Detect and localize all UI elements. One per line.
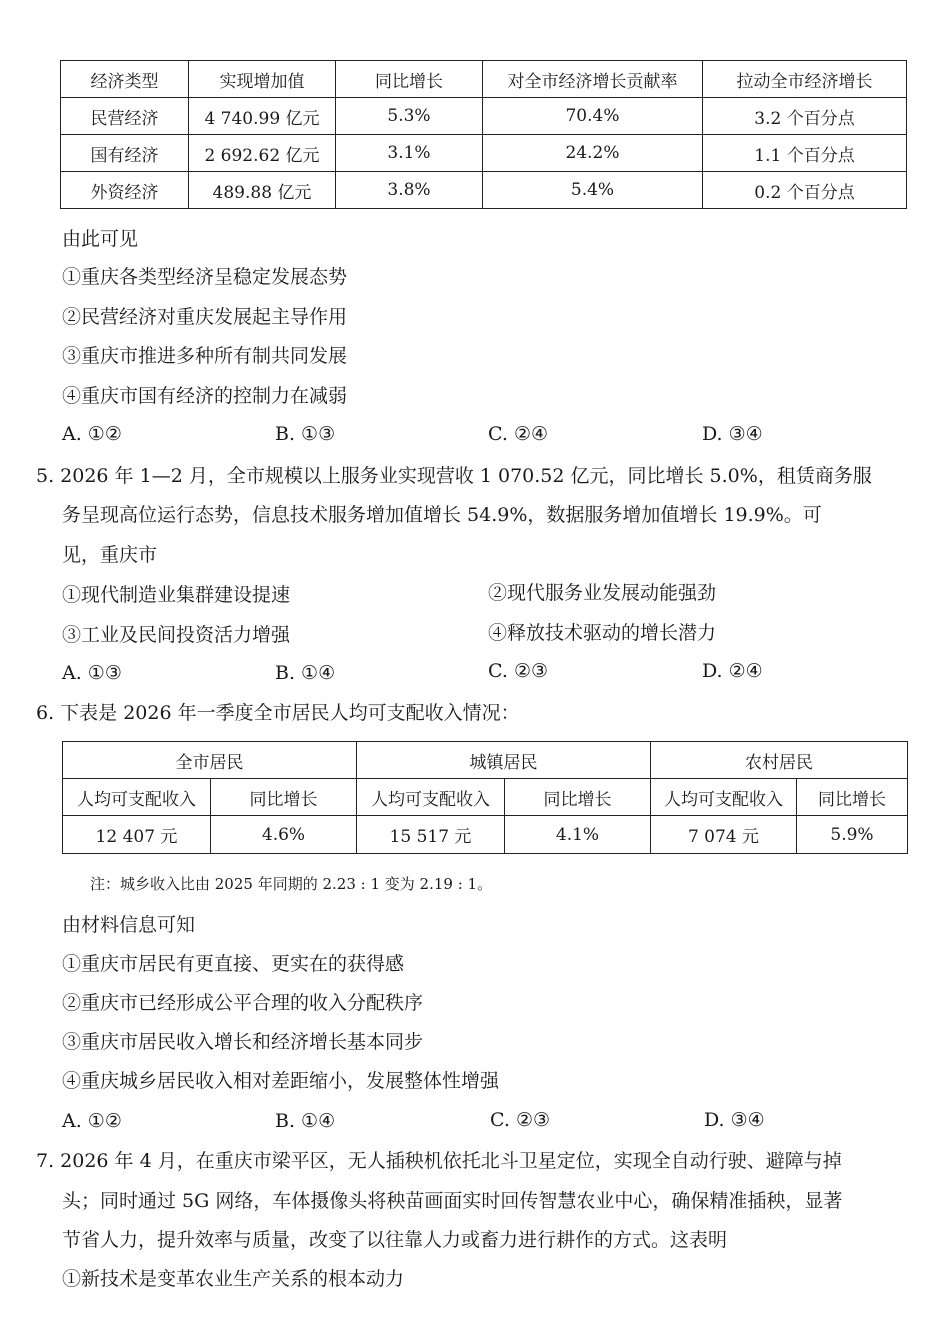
table-row [61,98,907,135]
q6-statement: ②重庆市已经形成公平合理的收入分配秩序 [62,992,424,1014]
table-header-cell: 拉动全市经济增长 [703,61,907,98]
q5-statement: ①现代制造业集群建设提速 [62,584,291,606]
table-subheader: 同比增长 [211,779,357,816]
q5-statement: ④释放技术驱动的增长潜力 [488,622,717,644]
q5-option-d[interactable]: D. ②④ [702,660,763,682]
table-cell: 0.2 个百分点 [703,172,907,209]
table-group-header-row [63,742,908,779]
table-cell: 24.2% [483,135,703,172]
table-cell: 4.1% [505,816,651,854]
table-subheader: 人均可支配收入 [651,779,797,816]
table-row [61,135,907,172]
q6-option-d[interactable]: D. ③④ [704,1109,765,1131]
table-subheader: 同比增长 [505,779,651,816]
table-cell: 489.88 亿元 [189,172,336,209]
table-cell: 5.9% [797,816,908,854]
table-cell: 70.4% [483,98,703,135]
table-cell: 3.8% [336,172,483,209]
q6-option-b[interactable]: B. ①④ [275,1110,336,1132]
table-cell: 4 740.99 亿元 [189,98,336,135]
table-cell: 4.6% [211,816,357,854]
q7-stem-line: 节省人力，提升效率与质量，改变了以往靠人力或畜力进行耕作的方式。这表明 [62,1229,728,1251]
q4-statement: ②民营经济对重庆发展起主导作用 [62,306,348,328]
table-row [61,172,907,209]
q6-option-c[interactable]: C. ②③ [490,1109,551,1131]
q5-stem-line: 见，重庆市 [62,544,158,566]
table-group-header: 农村居民 [651,742,908,779]
table-subheader: 同比增长 [797,779,908,816]
table-header-cell: 实现增加值 [189,61,336,98]
income-table [62,741,908,854]
q6-lead: 由材料信息可知 [62,914,196,936]
q5-option-b[interactable]: B. ①④ [275,662,336,684]
q6-option-a[interactable]: A. ①② [62,1110,122,1132]
table-cell: 5.4% [483,172,703,209]
table-cell: 2 692.62 亿元 [189,135,336,172]
q4-statement: ④重庆市国有经济的控制力在减弱 [62,385,348,407]
q5-stem-line: 5. 2026 年 1—2 月，全市规模以上服务业实现营收 1 070.52 亿元，同比增长 5.0%，租赁商务服 [36,465,872,487]
q6-stem: 6. 下表是 2026 年一季度全市居民人均可支配收入情况： [36,702,520,724]
table-row [63,816,908,854]
q5-option-c[interactable]: C. ②③ [488,660,549,682]
q4-option-a[interactable]: A. ①② [62,423,122,445]
table-header-cell: 经济类型 [61,61,189,98]
table-header-row [61,61,907,98]
q4-statement: ③重庆市推进多种所有制共同发展 [62,345,348,367]
table-cell: 7 074 元 [651,816,797,854]
table-header-cell: 同比增长 [336,61,483,98]
table-cell: 3.1% [336,135,483,172]
q7-stem-line: 7. 2026 年 4 月，在重庆市梁平区，无人插秧机依托北斗卫星定位，实现全自动行驶、避障与掉 [36,1150,842,1172]
table-cell: 国有经济 [61,135,189,172]
table-cell: 5.3% [336,98,483,135]
q6-statement: ①重庆市居民有更直接、更实在的获得感 [62,953,405,975]
q7-statement: ①新技术是变革农业生产关系的根本动力 [62,1268,405,1290]
table-header-cell: 对全市经济增长贡献率 [483,61,703,98]
table-cell: 民营经济 [61,98,189,135]
table-subheader: 人均可支配收入 [63,779,211,816]
q5-statement: ②现代服务业发展动能强劲 [488,582,717,604]
q5-statement: ③工业及民间投资活力增强 [62,624,291,646]
table-subheader: 人均可支配收入 [357,779,505,816]
table-cell: 15 517 元 [357,816,505,854]
q5-option-a[interactable]: A. ①③ [62,662,122,684]
q6-note: 注：城乡收入比由 2025 年同期的 2.23 : 1 变为 2.19 : 1。 [90,875,493,893]
q6-statement: ④重庆城乡居民收入相对差距缩小，发展整体性增强 [62,1070,500,1092]
q4-statement: ①重庆各类型经济呈稳定发展态势 [62,266,348,288]
q4-option-b[interactable]: B. ①③ [275,423,336,445]
table-subheader-row [63,779,908,816]
economy-type-table [60,60,907,209]
q4-option-c[interactable]: C. ②④ [488,423,549,445]
table-cell: 外资经济 [61,172,189,209]
q5-stem-line: 务呈现高位运行态势，信息技术服务增加值增长 54.9%，数据服务增加值增长 19.9%。可 [62,504,822,526]
q4-lead: 由此可见 [62,228,139,250]
table-cell: 1.1 个百分点 [703,135,907,172]
q6-statement: ③重庆市居民收入增长和经济增长基本同步 [62,1031,424,1053]
table-cell: 3.2 个百分点 [703,98,907,135]
table-group-header: 全市居民 [63,742,357,779]
table-cell: 12 407 元 [63,816,211,854]
q7-stem-line: 头；同时通过 5G 网络，车体摄像头将秧苗画面实时回传智慧农业中心，确保精准插秧，显著 [62,1190,843,1212]
table-group-header: 城镇居民 [357,742,651,779]
q4-option-d[interactable]: D. ③④ [702,423,763,445]
